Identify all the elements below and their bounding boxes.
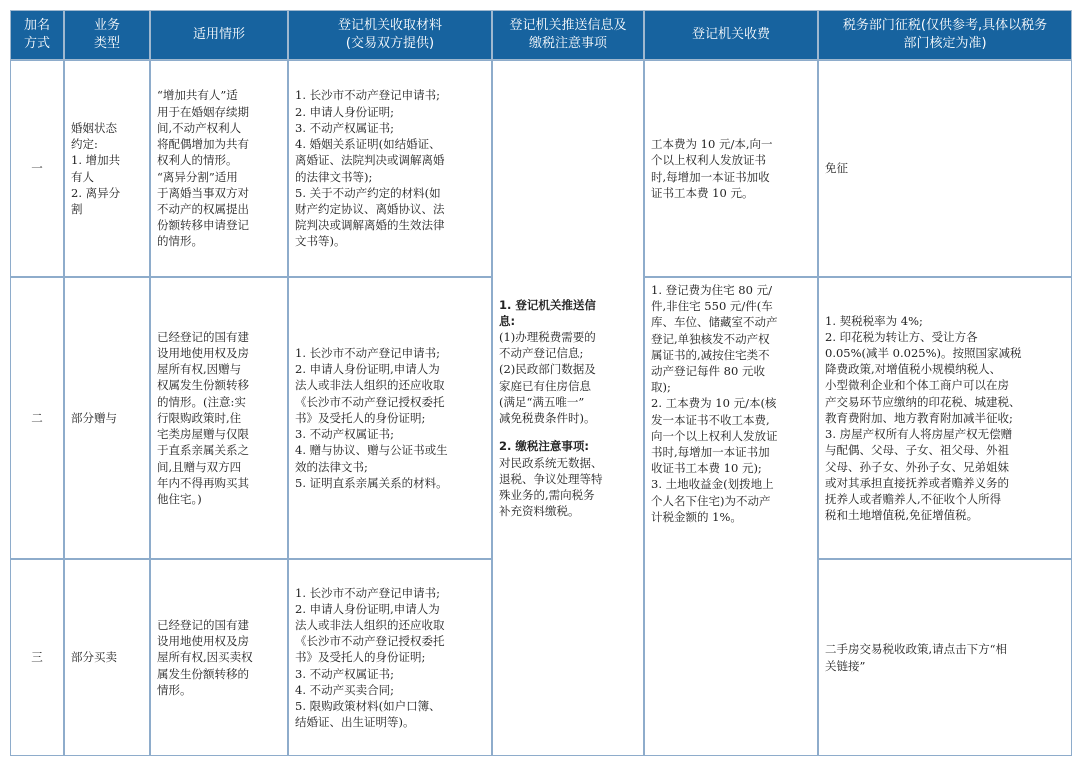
business-type: 部分买卖 [64,559,150,756]
header-push-info: 登记机关推送信息及 缴税注意事项 [492,10,644,60]
materials-text: 1. 长沙市不动产登记申请书; 2. 申请人身份证明,申请人为 法人或非法人组织的还应收取 《长沙市不动产登记授权委托 书》及受托人的身份证明; 3. 不动产权属证书; 4. 赠与协议、赠与公证书或生 效的法律文书; 5. 证明直系亲属关系的材料。 [288,277,492,559]
fee-text: 工本费为 10 元/本,向一 个以上权利人发放证书 时,每增加一本证书加收 证书工本费 10 元。 [644,60,818,277]
business-type: 婚姻状态 约定: 1. 增加共 有人 2. 离异分 割 [64,60,150,277]
tax-link-text[interactable]: 二手房交易税收政策,请点击下方“相 关链接” [818,559,1072,756]
tax-text: 免征 [818,60,1072,277]
situation-text: 已经登记的国有建 设用地使用权及房 屋所有权,因赠与 权属发生份额转移 的情形。(注意:实 行限购政策时,住 宅类房屋赠与仅限 于直系亲属关系之 间,且赠与双方四 年内不得再购买其 他住宅。) [150,277,288,559]
situation-text: 已经登记的国有建 设用地使用权及房 屋所有权,因买卖权 属发生份额转移的 情形。 [150,559,288,756]
business-type: 部分赠与 [64,277,150,559]
push-info-text: 1. 登记机关推送信 息: (1)办理税费需要的 不动产登记信息; (2)民政部门数据及 家庭已有住房信息 (满足“满五唯一” 减免税费条件时)。 2. 缴税注意事项: 对民政系统无数据、 退税、争议处理等特 殊业务的,需向税务 补充资料缴税。 [492,60,644,756]
header-materials: 登记机关收取材料 (交易双方提供) [288,10,492,60]
header-fees: 登记机关收费 [644,10,818,60]
row-number: 三 [10,559,64,756]
row-number: 一 [10,60,64,277]
tax-text: 1. 契税税率为 4%; 2. 印花税为转让方、受让方各 0.05%(减半 0.025%)。按照国家减税 降费政策,对增值税小规模纳税人、 小型微利企业和个体工商户可以在房 产交易环节应缴纳的印花税、城建税、 教育费附加、地方教育附加减半征收; 3. 房屋产权所有人将房屋产权无偿赠 与配偶、父母、子女、祖父母、外祖 父母、孙子女、外孙子女、兄弟姐妹 或对其承担直接抚养或者赡养义务的 抚养人或者赡养人,不征收个人所得 税和土地增值税,免征增值税。 [818,277,1072,559]
situation-text: “增加共有人”适 用于在婚姻存续期 间,不动产权利人 将配偶增加为共有 权利人的情形。 “离异分割”适用 于离婚当事双方对 不动产的权属提出 份额转移申请登记 的情形。 [150,60,288,277]
row-number: 二 [10,277,64,559]
fee-text-shared: 1. 登记费为住宅 80 元/ 件,非住宅 550 元/件(车 库、车位、储藏室不动产 登记,单独核发不动产权 属证书的,减按住宅类不 动产登记每件 80 元收 取); 2. 工本费为 10 元/本(核 发一本证书不收工本费, 向一个以上权利人发放证 书时,每增加一本证书加 收证书工本费 10 元); 3. 土地收益金(划拨地上 个人名下住宅)为不动产 计税金额的 1%。 [644,277,818,756]
materials-text: 1. 长沙市不动产登记申请书; 2. 申请人身份证明; 3. 不动产权属证书; 4. 婚姻关系证明(如结婚证、 离婚证、法院判决或调解离婚 的法律文书等); 5. 关于不动产约定的材料(如 财产约定协议、离婚协议、法 院判决或调解离婚的生效法律 文书等)。 [288,60,492,277]
header-add-method: 加名 方式 [10,10,64,60]
header-tax: 税务部门征税(仅供参考,具体以税务 部门核定为准) [818,10,1072,60]
header-business-type: 业务 类型 [64,10,150,60]
materials-text: 1. 长沙市不动产登记申请书; 2. 申请人身份证明,申请人为 法人或非法人组织的还应收取 《长沙市不动产登记授权委托 书》及受托人的身份证明; 3. 不动产权属证书; 4. 不动产买卖合同; 5. 限购政策材料(如户口簿、 结婚证、出生证明等)。 [288,559,492,756]
policy-table [10,10,1072,756]
header-situation: 适用情形 [150,10,288,60]
